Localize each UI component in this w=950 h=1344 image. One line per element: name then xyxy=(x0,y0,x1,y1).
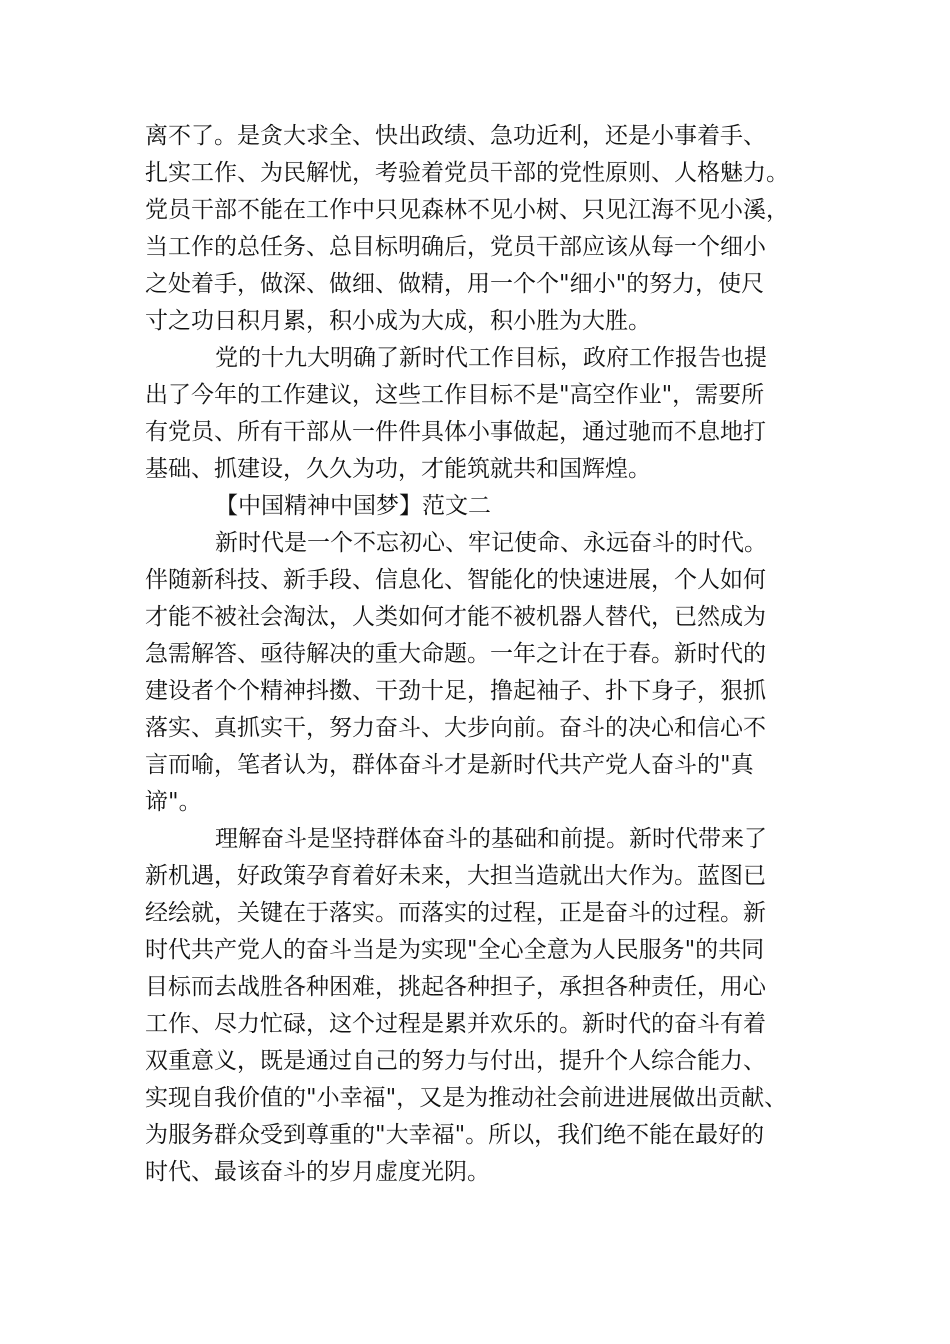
text-line: 时代、最该奋斗的岁月虚度光阴。 xyxy=(145,1159,490,1185)
text-line: 双重意义，既是通过自己的努力与付出，提升个人综合能力、 xyxy=(145,1048,766,1074)
text-line: 才能不被社会淘汰，人类如何才能不被机器人替代，已然成为 xyxy=(145,604,766,630)
text-line: 经绘就，关键在于落实。而落实的过程，正是奋斗的过程。新 xyxy=(145,900,766,926)
text-line: 理解奋斗是坚持群体奋斗的基础和前提。新时代带来了 xyxy=(215,826,767,852)
text-line: 言而喻，笔者认为，群体奋斗才是新时代共产党人奋斗的"真 xyxy=(145,752,754,778)
text-line: 党员干部不能在工作中只见森林不见小树、只见江海不见小溪， xyxy=(145,197,789,223)
text-line: 党的十九大明确了新时代工作目标，政府工作报告也提 xyxy=(215,345,767,371)
text-line: 之处着手，做深、做细、做精，用一个个"细小"的努力，使尺 xyxy=(145,271,765,297)
text-line: 出了今年的工作建议，这些工作目标不是"高空作业"，需要所 xyxy=(145,382,765,408)
text-line: 寸之功日积月累，积小成为大成，积小胜为大胜。 xyxy=(145,308,651,334)
text-line: 落实、真抓实干，努力奋斗、大步向前。奋斗的决心和信心不 xyxy=(145,715,766,741)
text-line: 目标而去战胜各种困难，挑起各种担子，承担各种责任，用心 xyxy=(145,974,766,1000)
section-heading: 【中国精神中国梦】范文二 xyxy=(215,493,491,519)
text-line: 为服务群众受到尊重的"大幸福"。所以，我们绝不能在最好的 xyxy=(145,1122,765,1148)
text-line: 扎实工作、为民解忧，考验着党员干部的党性原则、人格魅力。 xyxy=(145,160,789,186)
text-line: 新机遇，好政策孕育着好未来，大担当造就出大作为。蓝图已 xyxy=(145,863,766,889)
text-line: 建设者个个精神抖擞、干劲十足，撸起袖子、扑下身子，狠抓 xyxy=(145,678,766,704)
text-line: 急需解答、亟待解决的重大命题。一年之计在于春。新时代的 xyxy=(145,641,766,667)
text-line: 伴随新科技、新手段、信息化、智能化的快速进展，个人如何 xyxy=(145,567,766,593)
text-line: 基础、抓建设，久久为功，才能筑就共和国辉煌。 xyxy=(145,456,651,482)
text-line: 时代共产党人的奋斗当是为实现"全心全意为人民服务"的共同 xyxy=(145,937,765,963)
text-line: 实现自我价值的"小幸福"，又是为推动社会前进进展做出贡献、 xyxy=(145,1085,788,1111)
text-line: 有党员、所有干部从一件件具体小事做起，通过驰而不息地打 xyxy=(145,419,766,445)
document-body xyxy=(145,118,805,1191)
text-line: 新时代是一个不忘初心、牢记使命、永远奋斗的时代。 xyxy=(215,530,767,556)
text-line: 谛"。 xyxy=(145,789,202,815)
text-line: 离不了。是贪大求全、快出政绩、急功近利，还是小事着手、 xyxy=(145,123,766,149)
text-line: 工作、尽力忙碌，这个过程是累并欢乐的。新时代的奋斗有着 xyxy=(145,1011,766,1037)
text-line: 当工作的总任务、总目标明确后，党员干部应该从每一个细小 xyxy=(145,234,766,260)
